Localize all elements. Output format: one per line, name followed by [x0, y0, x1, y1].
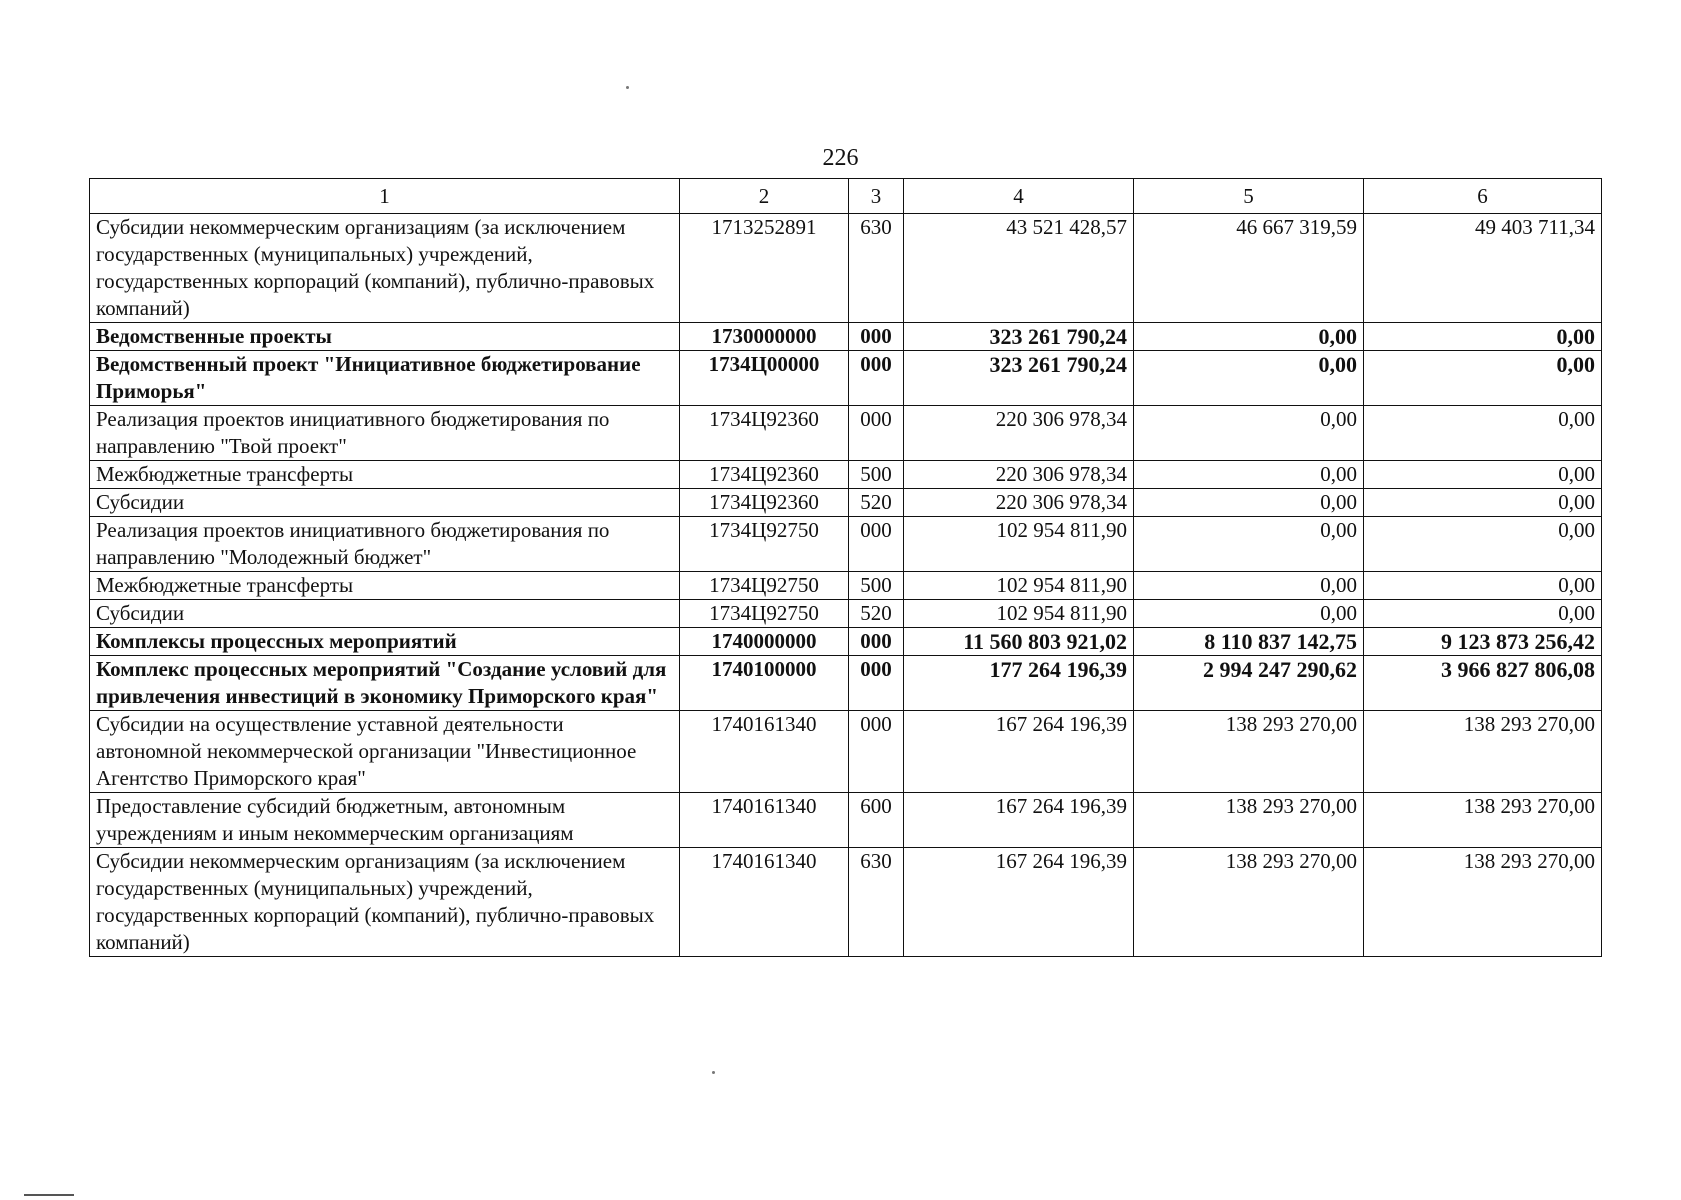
header-cell-4: 4 [904, 179, 1134, 214]
row-name-cell: Межбюджетные трансферты [90, 572, 680, 600]
row-type-cell: 520 [849, 600, 904, 628]
row-code-cell: 1730000000 [680, 323, 849, 351]
row-code-cell: 1734Ц92750 [680, 517, 849, 572]
table-row [90, 793, 1602, 848]
row-name-cell: Ведомственный проект "Инициативное бюджетирование Приморья" [90, 351, 680, 406]
table-row [90, 572, 1602, 600]
row-value-6-cell: 49 403 711,34 [1364, 214, 1602, 323]
row-value-6-cell: 0,00 [1364, 406, 1602, 461]
row-value-5-cell: 138 293 270,00 [1134, 711, 1364, 793]
row-value-6-cell: 9 123 873 256,42 [1364, 628, 1602, 656]
row-name-cell: Межбюджетные трансферты [90, 461, 680, 489]
row-type-cell: 630 [849, 214, 904, 323]
row-name-cell: Реализация проектов инициативного бюджетирования по направлению "Твой проект" [90, 406, 680, 461]
row-name-cell: Субсидии некоммерческим организациям (за исключением государственных (муниципальных) учреждений, государственных корпораций (компаний), публично-правовых компаний) [90, 214, 680, 323]
row-value-4-cell: 220 306 978,34 [904, 406, 1134, 461]
row-name-cell: Субсидии на осуществление уставной деятельности автономной некоммерческой организации "Инвестиционное Агентство Приморского края" [90, 711, 680, 793]
table-row [90, 711, 1602, 793]
row-code-cell: 1734Ц92750 [680, 572, 849, 600]
row-code-cell: 1734Ц92360 [680, 489, 849, 517]
header-cell-3: 3 [849, 179, 904, 214]
row-value-4-cell: 102 954 811,90 [904, 600, 1134, 628]
row-value-6-cell: 0,00 [1364, 600, 1602, 628]
row-type-cell: 000 [849, 351, 904, 406]
row-type-cell: 000 [849, 656, 904, 711]
header-cell-5: 5 [1134, 179, 1364, 214]
row-value-5-cell: 0,00 [1134, 351, 1364, 406]
row-value-4-cell: 220 306 978,34 [904, 489, 1134, 517]
row-name-cell: Предоставление субсидий бюджетным, автономным учреждениям и иным некоммерческим организациям [90, 793, 680, 848]
row-type-cell: 630 [849, 848, 904, 957]
row-value-4-cell: 323 261 790,24 [904, 351, 1134, 406]
row-value-6-cell: 0,00 [1364, 461, 1602, 489]
row-value-4-cell: 177 264 196,39 [904, 656, 1134, 711]
row-code-cell: 1740000000 [680, 628, 849, 656]
table-body [90, 179, 1602, 957]
table-row [90, 656, 1602, 711]
row-code-cell: 1740161340 [680, 848, 849, 957]
row-value-5-cell: 0,00 [1134, 461, 1364, 489]
row-name-cell: Ведомственные проекты [90, 323, 680, 351]
row-name-cell: Комплекс процессных мероприятий "Создание условий для привлечения инвестиций в экономику Приморского края" [90, 656, 680, 711]
row-value-6-cell: 0,00 [1364, 572, 1602, 600]
row-code-cell: 1734Ц92360 [680, 461, 849, 489]
header-cell-1: 1 [90, 179, 680, 214]
table-row [90, 628, 1602, 656]
row-value-6-cell: 138 293 270,00 [1364, 848, 1602, 957]
row-name-cell: Субсидии некоммерческим организациям (за исключением государственных (муниципальных) учреждений, государственных корпораций (компаний), публично-правовых компаний) [90, 848, 680, 957]
margin-mark [24, 1194, 74, 1196]
row-type-cell: 600 [849, 793, 904, 848]
header-row [90, 179, 1602, 214]
row-type-cell: 000 [849, 628, 904, 656]
row-value-4-cell: 167 264 196,39 [904, 848, 1134, 957]
row-value-5-cell: 0,00 [1134, 323, 1364, 351]
row-value-6-cell: 0,00 [1364, 351, 1602, 406]
row-value-5-cell: 0,00 [1134, 600, 1364, 628]
row-type-cell: 000 [849, 323, 904, 351]
row-value-5-cell: 0,00 [1134, 489, 1364, 517]
row-value-5-cell: 138 293 270,00 [1134, 793, 1364, 848]
scan-dot [626, 86, 629, 89]
row-value-4-cell: 220 306 978,34 [904, 461, 1134, 489]
row-code-cell: 1734Ц00000 [680, 351, 849, 406]
row-type-cell: 000 [849, 406, 904, 461]
table-row [90, 323, 1602, 351]
header-cell-6: 6 [1364, 179, 1602, 214]
row-value-4-cell: 11 560 803 921,02 [904, 628, 1134, 656]
row-value-4-cell: 102 954 811,90 [904, 517, 1134, 572]
row-value-6-cell: 138 293 270,00 [1364, 793, 1602, 848]
row-type-cell: 500 [849, 572, 904, 600]
row-value-5-cell: 0,00 [1134, 406, 1364, 461]
table-row [90, 214, 1602, 323]
row-type-cell: 000 [849, 711, 904, 793]
table-row [90, 489, 1602, 517]
budget-table [89, 178, 1602, 957]
row-value-6-cell: 138 293 270,00 [1364, 711, 1602, 793]
row-value-6-cell: 0,00 [1364, 489, 1602, 517]
row-type-cell: 000 [849, 517, 904, 572]
row-name-cell: Реализация проектов инициативного бюджетирования по направлению "Молодежный бюджет" [90, 517, 680, 572]
scan-dot [712, 1071, 715, 1074]
table-row [90, 600, 1602, 628]
row-value-6-cell: 0,00 [1364, 323, 1602, 351]
row-value-4-cell: 167 264 196,39 [904, 793, 1134, 848]
row-type-cell: 500 [849, 461, 904, 489]
row-value-4-cell: 102 954 811,90 [904, 572, 1134, 600]
row-code-cell: 1713252891 [680, 214, 849, 323]
row-code-cell: 1740100000 [680, 656, 849, 711]
row-value-5-cell: 138 293 270,00 [1134, 848, 1364, 957]
table-row [90, 406, 1602, 461]
row-value-5-cell: 8 110 837 142,75 [1134, 628, 1364, 656]
row-name-cell: Комплексы процессных мероприятий [90, 628, 680, 656]
table-row [90, 848, 1602, 957]
header-cell-2: 2 [680, 179, 849, 214]
table-row [90, 517, 1602, 572]
row-value-4-cell: 323 261 790,24 [904, 323, 1134, 351]
row-value-5-cell: 0,00 [1134, 572, 1364, 600]
row-code-cell: 1740161340 [680, 793, 849, 848]
page-number: 226 [822, 145, 859, 171]
row-value-4-cell: 167 264 196,39 [904, 711, 1134, 793]
row-value-5-cell: 2 994 247 290,62 [1134, 656, 1364, 711]
row-code-cell: 1740161340 [680, 711, 849, 793]
table-row [90, 351, 1602, 406]
row-code-cell: 1734Ц92750 [680, 600, 849, 628]
table-row [90, 461, 1602, 489]
row-value-4-cell: 43 521 428,57 [904, 214, 1134, 323]
row-name-cell: Субсидии [90, 489, 680, 517]
row-value-6-cell: 0,00 [1364, 517, 1602, 572]
row-value-5-cell: 0,00 [1134, 517, 1364, 572]
row-value-5-cell: 46 667 319,59 [1134, 214, 1364, 323]
row-code-cell: 1734Ц92360 [680, 406, 849, 461]
row-name-cell: Субсидии [90, 600, 680, 628]
row-value-6-cell: 3 966 827 806,08 [1364, 656, 1602, 711]
row-type-cell: 520 [849, 489, 904, 517]
